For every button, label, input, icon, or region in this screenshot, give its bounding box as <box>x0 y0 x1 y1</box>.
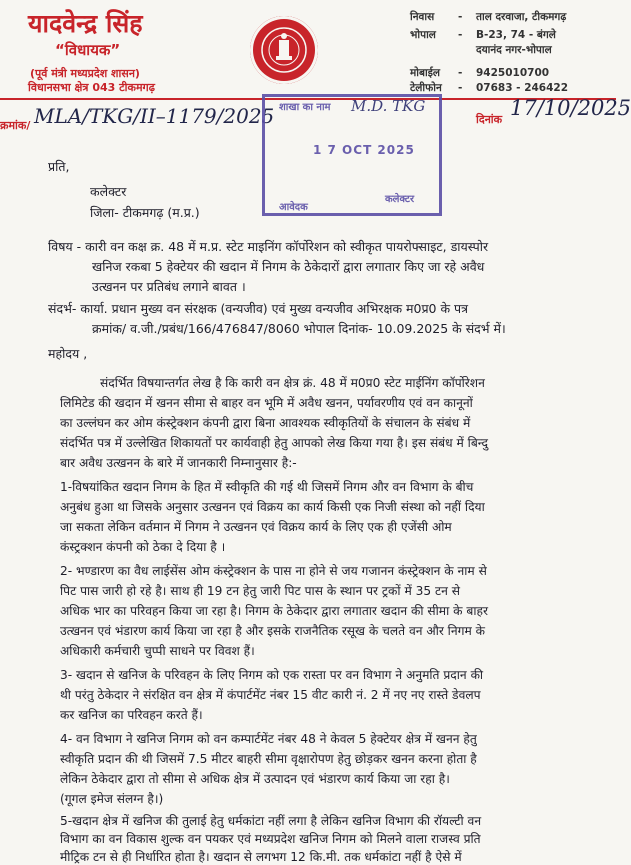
stamp-left-label: आवेदक <box>279 202 308 213</box>
body-line: (गूगल इमेज संलग्न है।) <box>60 792 164 806</box>
addressee-prati: प्रति, <box>48 159 70 174</box>
bhopal-label: भोपाल <box>410 29 436 41</box>
mla-constituency: विधानसभा क्षेत्र 043 टीकमगढ़ <box>28 81 155 94</box>
subject-line-1: विषय - कारी वन कक्ष क्र. 48 में म.प्र. स्टेट माइनिंग कॉर्पोरेशन को स्वीकृत पायरोफ्साइट, डायस्पोर <box>48 239 489 254</box>
bhopal-value-cont: दयानंद नगर-भोपाल <box>476 44 552 56</box>
addressee-to: कलेक्टर <box>90 184 127 199</box>
body-line: बार अवैध उत्खनन के बारे में जानकारी निम्नानुसार है:- <box>60 456 297 470</box>
phone-label: टेलीफोन <box>410 82 442 94</box>
body-line: 1-विषयांकित खदान निगम के हित में स्वीकृति की गई थी जिसमें निगम और वन विभाग के बीच <box>60 480 474 494</box>
mla-designation: “विधायक” <box>55 41 121 59</box>
addressee-district: जिला- टीकमगढ़ (म.प्र.) <box>90 205 200 220</box>
body-line: 4- वन विभाग ने खनिज निगम को वन कम्पार्टमेंट नंबर 48 ने केवल 5 हेक्टेयर क्षेत्र में खनन हेतु <box>60 732 477 746</box>
body-line: अधिक भार का परिवहन किया जा रहा है। निगम के ठेकेदार द्वारा लगातार खदान की सीमा के बाहर <box>60 604 488 618</box>
body-line: का उल्लंघन कर ओम कंस्ट्रेक्शन कंपनी द्वारा बिना आवश्यक स्वीकृतियों के संचालन के संबंध में <box>60 416 471 430</box>
reference-label: क्रमांक/ <box>0 119 31 132</box>
date-label: दिनांक <box>476 113 503 126</box>
mla-name: यादवेन्द्र सिंह <box>28 9 143 38</box>
dash: - <box>458 67 463 79</box>
phone-line <box>410 81 568 95</box>
body-line: थी परंतु ठेकेदार ने संरक्षित वन क्षेत्र में कंपार्टमेंट नंबर 15 वीट कारी नं. 2 में नए नए रास्ते डेवलप <box>60 688 481 702</box>
body-line: 5-खदान क्षेत्र में खनिज की तुलाई हेतु धर्मकांटा नहीं लगा है लेकिन खनिज विभाग की रॉयल्टी वन <box>60 814 482 828</box>
stamp-section-label: शाखा का नाम <box>279 102 331 113</box>
reference-number: MLA/TKG/II–1179/2025 <box>34 104 275 128</box>
body-line: विभाग का वन विकास शुल्क वन पयकर एवं मध्यप्रदेश खनिज निगम को मिलने वाला राजस्व प्रति <box>60 832 481 846</box>
stamp-date: 1 7 OCT 2025 <box>313 143 415 157</box>
body-line: कर खनिज का परिवहन करते हैं। <box>60 708 203 722</box>
mla-former-post: (पूर्व मंत्री मध्यप्रदेश शासन) <box>30 67 140 80</box>
stamp-handwritten-section: M.D. TKG <box>351 97 426 115</box>
body-line: संदर्भित विषयान्तर्गत लेख है कि कारी वन क्षेत्र क्रं. 48 में म0प्र0 स्टेट माईनिंग कॉर्पोरेशन <box>100 376 485 390</box>
body-line: अधिकारी कर्मचारी चुप्पी साधने पर विवश हैं। <box>60 644 255 658</box>
mp-emblem-logo <box>250 16 318 84</box>
body-line: पिट पास जारी हो रहे है। साथ ही 19 टन हेतु जारी पिट पास के स्थान पर ट्रकों में 35 टन से <box>60 584 461 598</box>
body-line: उत्खनन एवं भंडारण कार्य किया जा रहा है और इसके राजनैतिक रसूख के चलते वन और निगम के <box>60 624 485 638</box>
sandarbh-line-2: क्रमांक/ व.जी./प्रबंध/166/476847/8060 भोपाल दिनांक- 10.09.2025 के संदर्भ में। <box>92 321 506 336</box>
body-line: लेकिन ठेकेदार द्वारा तो सीमा से अधिक क्षेत्र में उत्पादन एवं भंडारण कार्य किया जा रहा है। <box>60 772 450 786</box>
received-stamp <box>262 94 442 216</box>
body-line: 3- खदान से खनिज के परिवहन के लिए निगम को एक रास्ता पर वन विभाग ने अनुमति प्रदान की <box>60 668 484 682</box>
salutation: महोदय , <box>48 346 88 361</box>
dash: - <box>458 29 463 41</box>
mobile-line <box>410 66 549 80</box>
residence-line <box>410 10 566 24</box>
body-line: अनुबंध हुआ था जिसके अनुसार उत्खनन एवं विक्रय का कार्य किसी एक निजी संस्था को नहीं दिया <box>60 500 485 514</box>
body-line: जा सकता लेकिन वर्तमान में निगम ने उत्खनन एवं विक्रय कार्य के लिए एक ही एजेंसी ओम <box>60 520 452 534</box>
emblem-icon <box>250 16 318 84</box>
date-value: 17/10/2025 <box>510 96 631 120</box>
body-line: स्वीकृति प्रदान की थी जिसमें 7.5 मीटर बाहरी सीमा वृक्षारोपण हेतु छोड़कर खनन करना होता है <box>60 752 477 766</box>
residence-label: निवास <box>410 11 435 23</box>
residence-value: ताल दरवाजा, टीकमगढ़ <box>476 11 567 23</box>
body-line: 2- भण्डारण का वैध लाईसेंस ओम कंस्ट्रेक्शन के पास ना होने से जय गजानन कंस्ट्रेक्शन के नाम से <box>60 564 487 578</box>
stamp-right-label: कलेक्टर <box>385 194 415 205</box>
bhopal-value: B-23, 74 - बंगले <box>476 29 556 41</box>
phone-value: 07683 - 246422 <box>476 82 569 94</box>
body-line: लिमिटेड की खदान में खनन सीमा से बाहर वन भूमि में अवैध खनन, पर्यावरणीय एवं वन कानूनों <box>60 396 473 410</box>
subject-line-2: खनिज रकबा 5 हेक्टेयर की खदान में निगम के ठेकेदारों द्वारा लगातार किए जा रहे अवैध <box>92 259 485 274</box>
subject-line-3: उत्खनन पर प्रतिबंध लगाने बावत । <box>92 279 246 294</box>
dash: - <box>458 11 463 23</box>
mobile-value: 9425010700 <box>476 67 550 79</box>
body-line: मीट्रिक टन से ही निर्धारित होता है। खदान से लगभग 12 कि.मी. तक धर्मकांटा नहीं है ऐसे में <box>60 850 462 864</box>
bhopal-line <box>410 28 556 42</box>
sandarbh-line-1: संदर्भ- कार्या. प्रधान मुख्य वन संरक्षक (वन्यजीव) एवं मुख्य वन्यजीव अभिरक्षक म0प्र0 के पत्र <box>48 301 469 316</box>
body-line: कंस्ट्रक्शन कंपनी को ठेका दे दिया है । <box>60 540 226 554</box>
mobile-label: मोबाईल <box>410 67 440 79</box>
body-line: संदर्भित पत्र में उल्लेखित शिकायतों पर कार्यवाही हेतु आपको लेख किया गया है। इस संबंध में बिन्दु <box>60 436 489 450</box>
dash: - <box>458 82 463 94</box>
